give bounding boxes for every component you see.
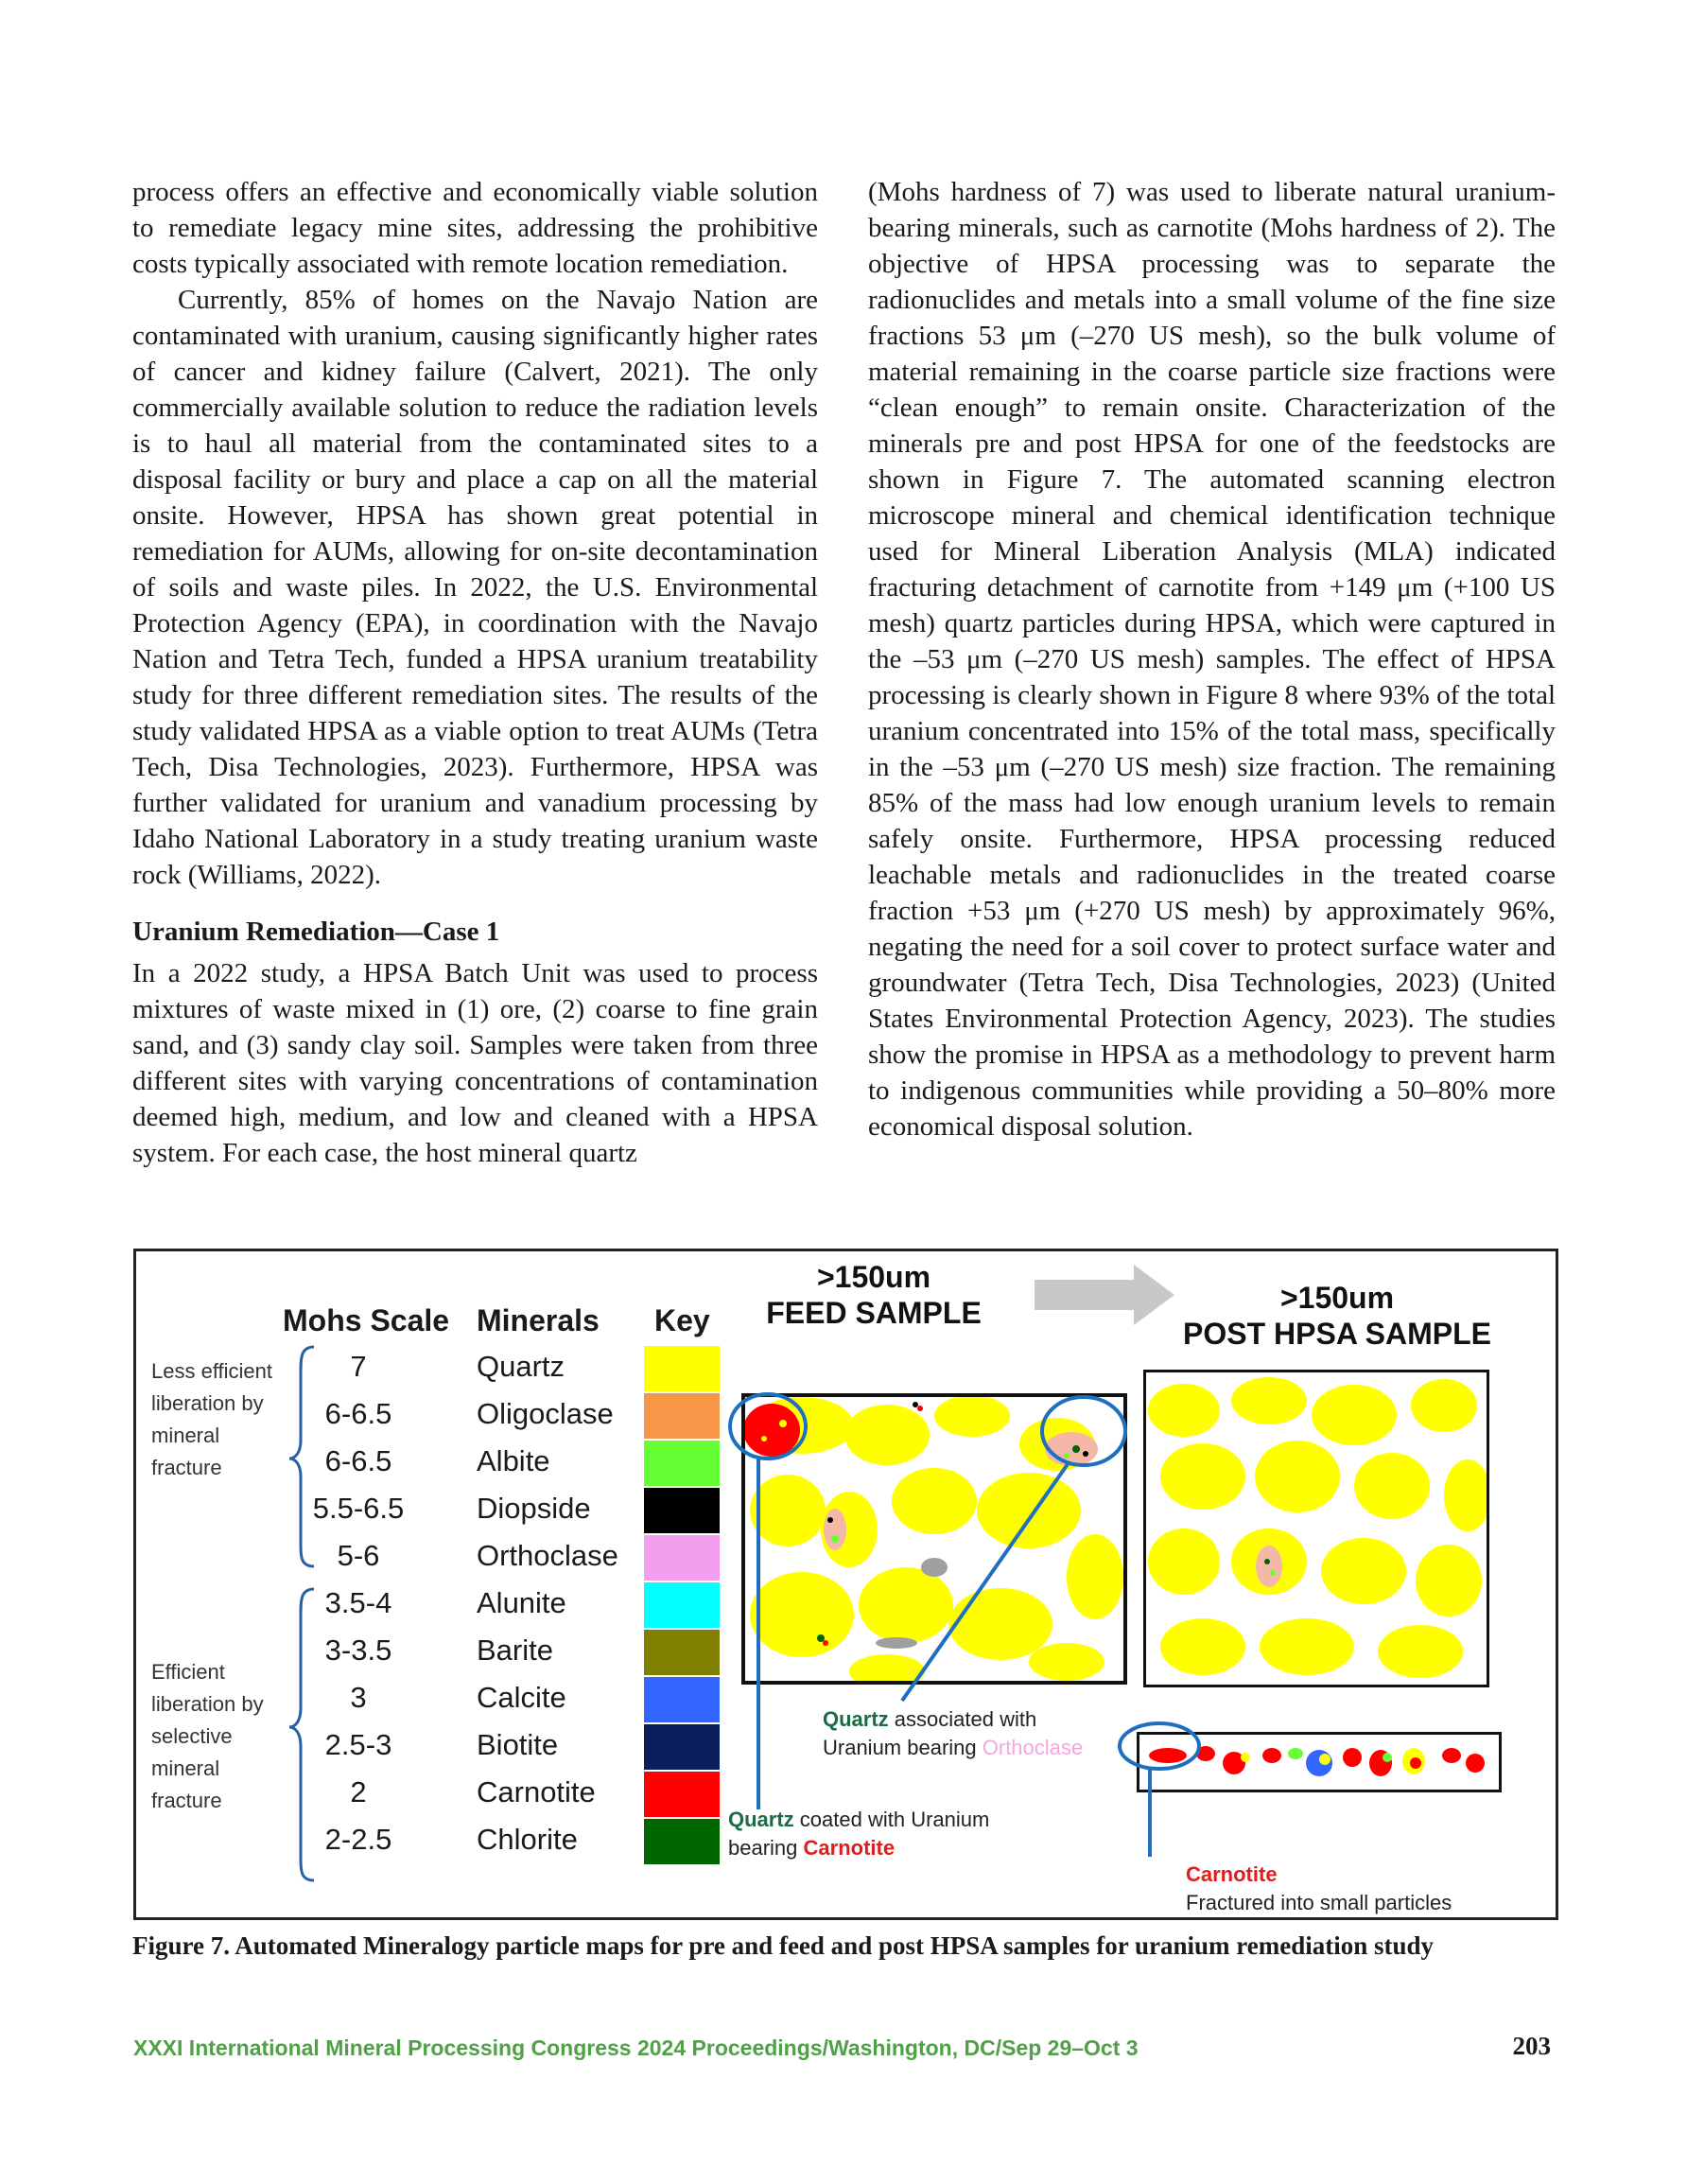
mohs-value: 6-6.5 bbox=[324, 1397, 392, 1430]
footer: XXXI International Mineral Processing Congress 2024 Proceedings/Washington, DC/Sep 29–Oct 3 bbox=[133, 2035, 1139, 2060]
mohs-value: 7 bbox=[350, 1350, 367, 1383]
paragraph: In a 2022 study, a HPSA Batch Unit was used to process mixtures of waste mixed in (1) ore, (2) coarse to fine grain sand, and (3) sandy clay soil. Samples were taken from three different sites with varying concentrations of contamination deemed high, medium, and low and cleaned with a HPSA system. For each case, the host mineral quartz bbox=[132, 958, 818, 1168]
callout-circle-fines bbox=[1120, 1723, 1199, 1769]
callout-circle-orthoclase bbox=[1042, 1397, 1125, 1465]
feed-sample-title: >150um FEED SAMPLE bbox=[766, 1260, 982, 1330]
mineral-name: Quartz bbox=[477, 1350, 565, 1383]
less-efficient-note: Less efficient liberation by mineral fracture bbox=[151, 1359, 273, 1479]
paragraph: Currently, 85% of homes on the Navajo Nation are contaminated with uranium, causing significantly higher rates of cancer and kidney failure (Calvert, 2021). The only commercially available solution to reduce the radiation levels is to haul all material from the contaminated sites to a disposal facility or bury and place a cap on all the material onsite. However, HPSA has shown great potential in remediation for AUMs, allowing for on-site decontamination of soils and waste piles. In 2022, the U.S. Environmental Protection Agency (EPA), in coordination with the Navajo Nation and Tetra Tech, funded a HPSA uranium treatability study for three different remediation sites. The results of the study validated HPSA as a viable option to treat AUMs (Tetra Tech, Disa Technologies, 2023). Furthermore, HPSA was further validated for uranium and vanadium processing by Idaho National Laboratory in a study treating uranium waste rock (Williams, 2022). bbox=[132, 285, 818, 890]
right-column bbox=[868, 174, 1556, 1144]
callout-circle-carnotite bbox=[730, 1394, 806, 1459]
mineral-name: Barite bbox=[477, 1634, 553, 1667]
mineral-name: Calcite bbox=[477, 1681, 566, 1714]
annotation-quartz-orthoclase: Quartz associated with Uranium bearing Orthoclase bbox=[823, 1707, 1084, 1759]
post-hpsa-title: >150um POST HPSA SAMPLE bbox=[1183, 1281, 1491, 1351]
mohs-value: 3.5-4 bbox=[324, 1586, 392, 1619]
section-heading: Uranium Remediation—Case 1 bbox=[132, 917, 500, 947]
mineral-name: Albite bbox=[477, 1444, 550, 1477]
mohs-value: 3-3.5 bbox=[324, 1634, 392, 1667]
mohs-value: 2-2.5 bbox=[324, 1823, 392, 1856]
mineral-name: Orthoclase bbox=[477, 1539, 618, 1572]
annotation-carnotite-fractured: Carnotite Fractured into small particles bbox=[1186, 1862, 1452, 1914]
figure-7 bbox=[133, 1249, 1558, 1920]
callout-line-orthoclase bbox=[902, 1464, 1068, 1701]
page-number: 203 bbox=[1512, 2032, 1551, 2060]
paragraph: process offers an effective and economically viable solution to remediate legacy mine sites, addressing the prohibitive costs typically associated with remote location remediation. bbox=[132, 177, 818, 279]
paragraph: (Mohs hardness of 7) was used to liberate natural uranium-bearing minerals, such as carnotite (Mohs hardness of 2). The objective of HPSA processing was to separate the radionuclides and metals into a small volume of the fine size fractions 53 μm (–270 US mesh), so the bulk volume of material remaining in the coarse particle size fractions were “clean enough” to remain onsite. Characterization of the minerals pre and post HPSA for one of the feedstocks are shown in Figure 7. The automated scanning electron microscope mineral and chemical identification technique used for Mineral Liberation Analysis (MLA) indicated fracturing detachment of carnotite from +149 μm (+100 US mesh) quartz particles during HPSA, which were captured in the –53 μm (–270 US mesh) samples. The effect of HPSA processing is clearly shown in Figure 8 where 93% of the total uranium concentrated into 15% of the total mass, specifically in the –53 μm (–270 US mesh) size fraction. The remaining 85% of the mass had low enough uranium levels to remain safely onsite. Furthermore, HPSA processing reduced leachable metals and radionuclides in the treated coarse fraction +53 μm (+270 US mesh) by approximately 96%, negating the need for a soil cover to protect surface water and groundwater (Tetra Tech, Disa Technologies, 2023) (United States Environmental Protection Agency, 2023). The studies show the promise in HPSA as a methodology to prevent harm to indigenous communities while providing a 50–80% more economical disposal solution. bbox=[868, 177, 1556, 1142]
mineral-name: Oligoclase bbox=[477, 1397, 614, 1430]
efficient-note: Efficient liberation by selective mineral fracture bbox=[151, 1660, 264, 1812]
annotation-quartz-carnotite: Quartz coated with Uranium bearing Carnotite bbox=[728, 1808, 990, 1860]
mohs-value: 5-6 bbox=[337, 1539, 380, 1572]
mineral-name: Carnotite bbox=[477, 1775, 596, 1808]
mineral-name: Biotite bbox=[477, 1728, 559, 1761]
minerals-header: Minerals bbox=[477, 1303, 600, 1337]
mineral-name: Chlorite bbox=[477, 1823, 578, 1856]
mohs-scale-header: Mohs Scale bbox=[283, 1303, 450, 1337]
mohs-value: 2 bbox=[350, 1775, 367, 1808]
mohs-value: 6-6.5 bbox=[324, 1444, 392, 1477]
mohs-value: 5.5-6.5 bbox=[312, 1492, 405, 1525]
mineral-name: Diopside bbox=[477, 1492, 591, 1525]
mohs-value: 2.5-3 bbox=[324, 1728, 392, 1761]
left-column bbox=[132, 174, 818, 1171]
key-header: Key bbox=[654, 1303, 710, 1337]
mineral-name: Alunite bbox=[477, 1586, 566, 1619]
mohs-value: 3 bbox=[350, 1681, 367, 1714]
figure-caption: Figure 7. Automated Mineralogy particle maps for pre and feed and post HPSA samples for uranium remediation study bbox=[132, 1931, 1435, 1960]
